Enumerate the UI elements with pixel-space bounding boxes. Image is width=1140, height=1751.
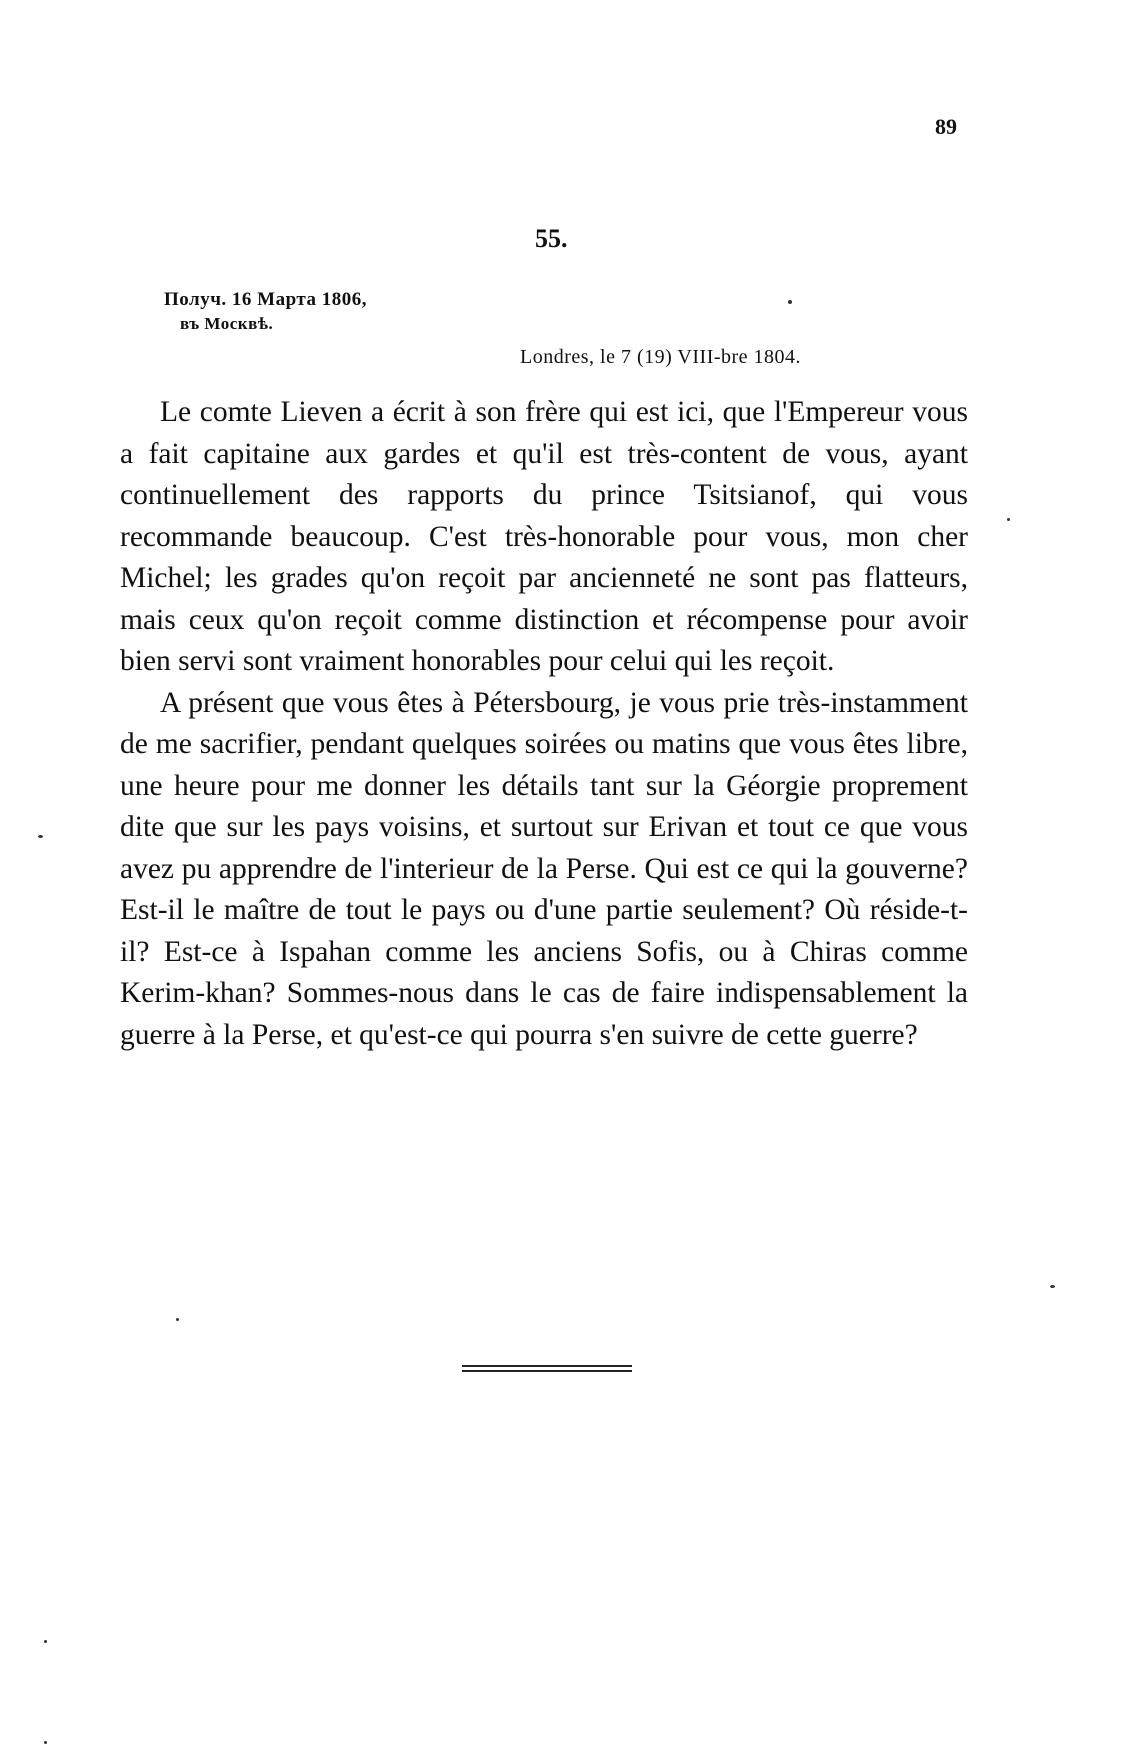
section-divider [462, 1365, 632, 1375]
received-note [164, 288, 367, 336]
scan-speck [38, 835, 43, 838]
paragraph: Le comte Lieven a écrit à son frère qui est ici, que l'Empereur vous a fait capitaine aux gardes et qu'il est très-content de vous, ayant continuellement des rapports du prince Tsitsianof, qui vous recommande beaucoup. C'est très-honorable pour vous, mon cher Michel; les grades qu'on reçoit par ancienneté ne sont pas flatteurs, mais ceux qu'on reçoit comme distinction et récompense pour avoir bien servi sont vraiment honorables pour celui qui les reçoit. [120, 396, 968, 677]
received-note-line1: Получ. 16 Марта 1806, [164, 289, 367, 310]
paragraph: A présent que vous êtes à Pétersbourg, je vous prie très-instamment de me sacrifier, pendant quelques soirées ou matins que vous êtes libre, une heure pour me donner les détails tant sur la Géorgie proprement dite que sur les pays voisins, et surtout sur Erivan et tout ce que vous avez pu apprendre de l'interieur de la Perse. Qui est ce qui la gouverne? Est-il le maître de tout le pays ou d'une partie seulement? Où réside-t-il? Est-ce à Ispahan comme les anciens Sofis, ou à Chiras comme Kerim-khan? Sommes-nous dans le cas de faire indispensablement la guerre à la Perse, et qu'est-ce qui pourra s'en suivre de cette guerre? [120, 686, 968, 1051]
scan-speck [44, 1741, 47, 1744]
dateline: Londres, le 7 (19) VIII-bre 1804. [520, 346, 802, 368]
letter-body [120, 392, 968, 1056]
page-number: 89 [935, 114, 957, 139]
divider-line [462, 1365, 632, 1367]
scan-speck [1050, 1285, 1055, 1288]
scan-speck [176, 1318, 179, 1321]
scan-speck [788, 300, 792, 304]
received-note-line2: въ Москвѣ. [180, 314, 274, 333]
divider-line [462, 1370, 632, 1372]
scan-speck [1007, 518, 1010, 521]
letter-number: 55. [535, 224, 568, 253]
scan-speck [44, 1640, 47, 1643]
